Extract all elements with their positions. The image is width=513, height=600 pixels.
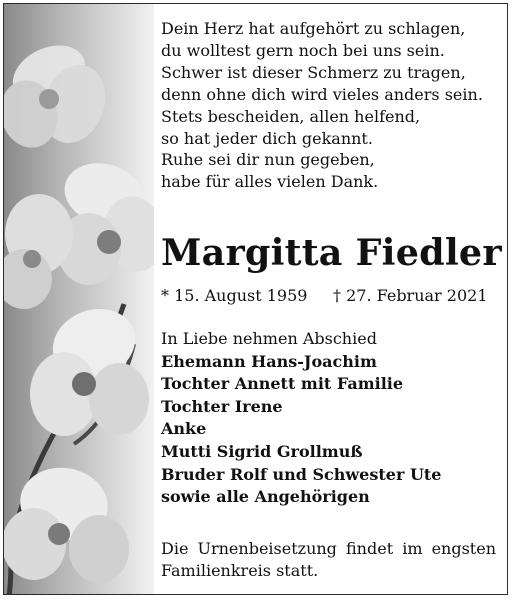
mourner: sowie alle Angehörigen [161, 487, 370, 507]
life-dates [161, 286, 488, 305]
funeral-note: Die Urnenbeisetzung findet im engsten Familienkreis statt. [161, 539, 496, 580]
poem-line: Dein Herz hat aufgehört zu schlagen, [161, 19, 466, 38]
memorial-poem [161, 18, 483, 193]
poem-line: denn ohne dich wird vieles anders sein. [161, 84, 483, 104]
mourner: Tochter Annett mit Familie [161, 374, 404, 394]
mourner: Bruder Rolf und Schwester Ute [161, 464, 442, 484]
poem-line: habe für alles vielen Dank. [161, 172, 379, 192]
mourner: Ehemann Hans-Joachim [161, 351, 377, 371]
obituary-card [3, 3, 508, 595]
poem-line: Stets bescheiden, allen helfend, [161, 106, 421, 126]
mourners-intro: In Liebe nehmen Abschied [161, 329, 377, 348]
orchid-photo [4, 4, 154, 594]
poem-line: du wolltest gern noch bei uns sein. [161, 40, 445, 60]
mourner: Tochter Irene [161, 396, 283, 416]
orchid-illustration [4, 4, 154, 595]
death-date: † 27. Februar 2021 [333, 286, 488, 305]
birth-date: * 15. August 1959 [161, 286, 308, 305]
poem-line: Schwer ist dieser Schmerz zu tragen, [161, 62, 466, 82]
mourner: Anke [161, 419, 207, 439]
deceased-name: Margitta Fiedler [161, 231, 502, 274]
mourners-list [161, 328, 441, 509]
poem-line: Ruhe sei dir nun gegeben, [161, 150, 375, 170]
poem-line: so hat jeder dich gekannt. [161, 128, 373, 148]
mourner: Mutti Sigrid Grollmuß [161, 441, 363, 461]
